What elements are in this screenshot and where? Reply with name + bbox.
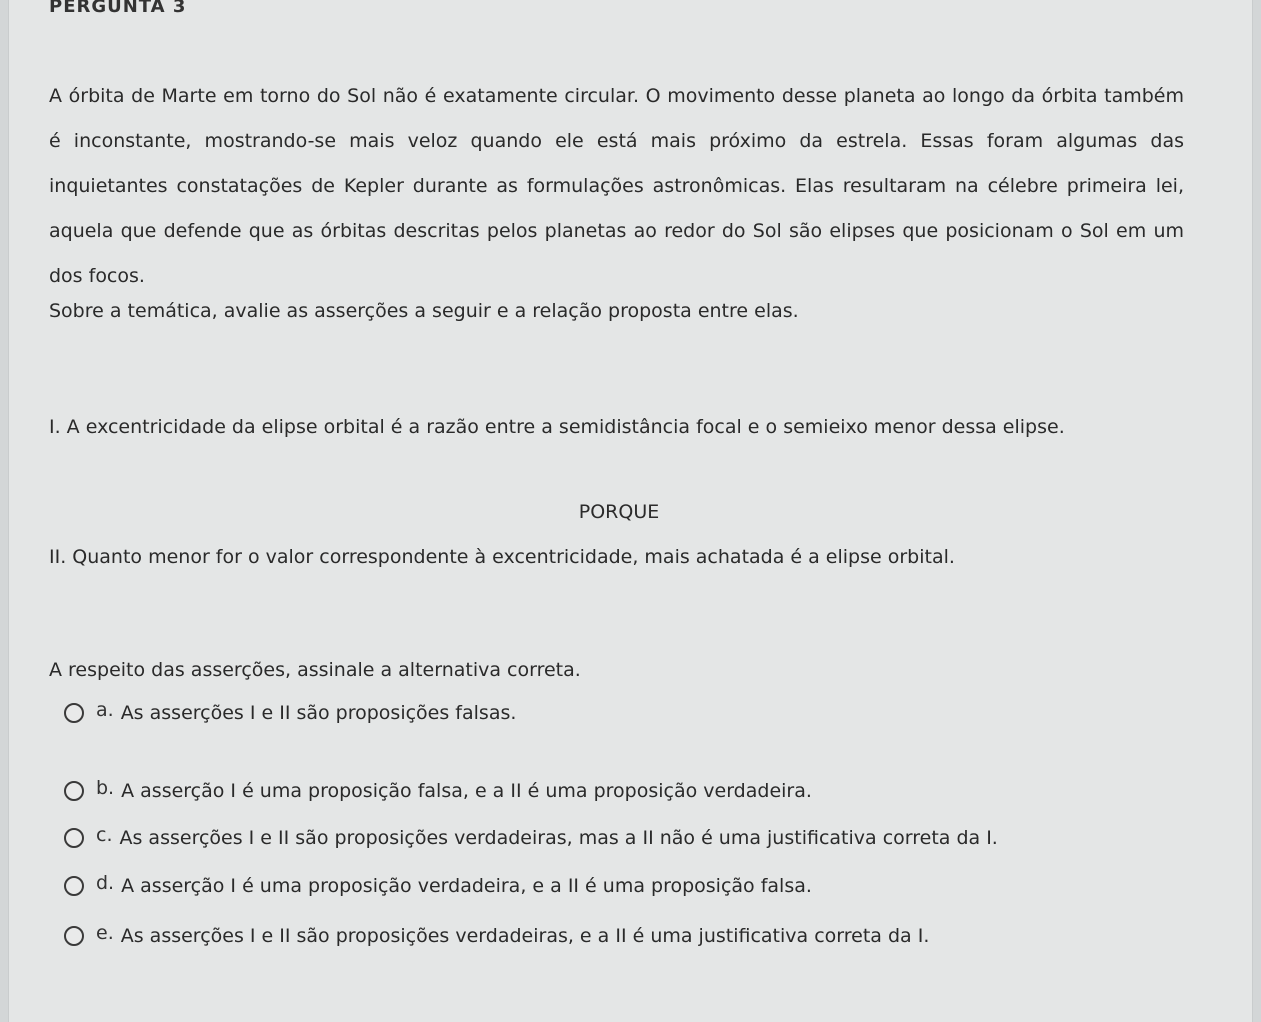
option-b-letter: b. <box>96 777 115 799</box>
option-a[interactable] <box>64 698 516 728</box>
radio-option-e[interactable] <box>64 926 84 946</box>
radio-option-a[interactable] <box>64 703 84 723</box>
option-e-text[interactable]: As asserções I e II são proposições verdadeiras, e a II é uma justificativa correta da I. <box>120 925 930 947</box>
option-d-text[interactable]: A asserção I é uma proposição verdadeira, e a II é uma proposição falsa. <box>121 875 812 897</box>
assertion-2: II. Quanto menor for o valor correspondente à excentricidade, mais achatada é a elipse orbital. <box>49 546 955 568</box>
option-a-text[interactable]: As asserções I e II são proposições falsas. <box>120 702 517 724</box>
radio-option-b[interactable] <box>64 781 84 801</box>
assertion-connector: PORQUE <box>578 501 660 523</box>
question-title: PERGUNTA 3 <box>49 0 187 17</box>
radio-option-d[interactable] <box>64 876 84 896</box>
radio-option-c[interactable] <box>64 828 84 848</box>
option-d[interactable] <box>64 871 812 901</box>
option-e-letter: e. <box>96 922 114 944</box>
option-c-text[interactable]: As asserções I e II são proposições verdadeiras, mas a II não é uma justificativa correta da I. <box>119 827 998 849</box>
option-c-letter: c. <box>96 824 113 846</box>
option-b[interactable] <box>64 776 812 806</box>
question-context: A órbita de Marte em torno do Sol não é exatamente circular. O movimento desse planeta ao longo da órbita também é inconstante, mostrando-se mais veloz quando ele está mais próximo da estrela. Essas foram algumas das inquietantes constatações de Kepler durante as formulações astronômicas. Elas resultaram na célebre primeira lei, aquela que defende que as órbitas descritas pelos planetas ao redor do Sol são elipses que posicionam o Sol em um dos focos. <box>49 85 1184 287</box>
assertion-1: I. A excentricidade da elipse orbital é a razão entre a semidistância focal e o semieixo menor dessa elipse. <box>49 416 1065 438</box>
question-prompt: A respeito das asserções, assinale a alternativa correta. <box>49 659 581 681</box>
option-b-text[interactable]: A asserção I é uma proposição falsa, e a II é uma proposição verdadeira. <box>121 780 812 802</box>
option-e[interactable] <box>64 921 929 951</box>
question-instruction: Sobre a temática, avalie as asserções a seguir e a relação proposta entre elas. <box>49 300 799 322</box>
option-c[interactable] <box>64 823 998 853</box>
question-panel <box>8 0 1253 1022</box>
option-a-letter: a. <box>96 699 114 721</box>
option-d-letter: d. <box>96 872 115 894</box>
